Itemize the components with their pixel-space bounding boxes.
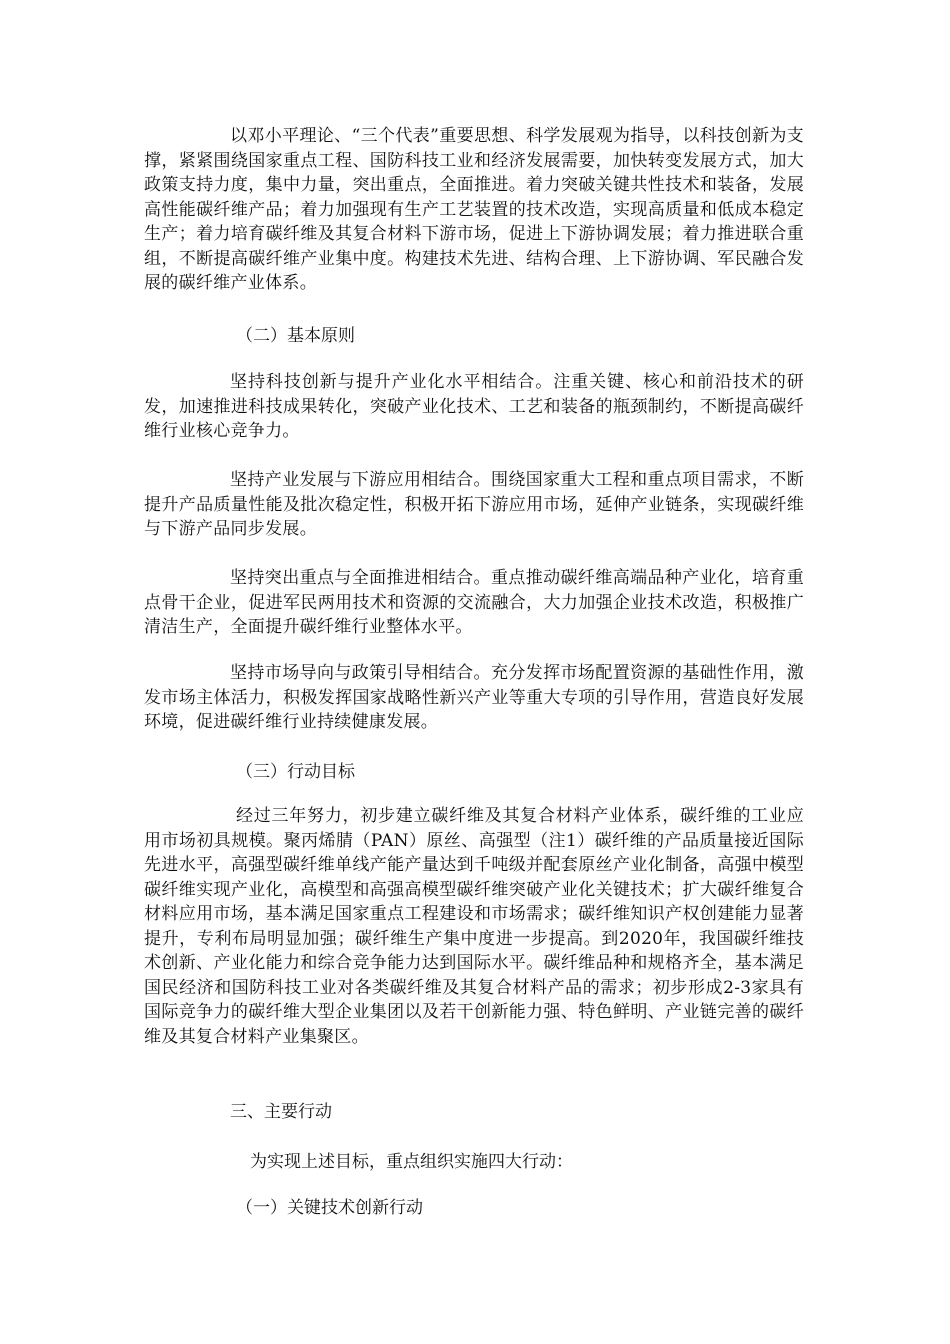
action-goals-paragraph: 经过三年努力，初步建立碳纤维及其复合材料产业体系，碳纤维的工业应用市场初具规模。聚丙烯腈（PAN）原丝、高强型（注1）碳纤维的产品质量接近国际先进水平，高强型碳纤维单线产能产量达到千吨级并配套原丝产业化制备，高强中模型碳纤维实现产业化，高模型和高强高模型碳纤维突破产业化关键技术；扩大碳纤维复合材料应用市场，基本满足国家重点工程建设和市场需求；碳纤维知识产权创建能力显著提升，专利布局明显加强；碳纤维生产集中度进一步提高。到2020年，我国碳纤维技术创新、产业化能力和综合竞争能力达到国际水平。碳纤维品种和规格齐全，基本满足国民经济和国防科技工业对各类碳纤维及其复合材料产品的需求；初步形成2-3家具有国际竞争力的碳纤维大型企业集团以及若干创新能力强、特色鲜明、产业链完善的碳纤维及其复合材料产业集聚区。 [144,806,804,1047]
main-actions-intro: 为实现上述目标，重点组织实施四大行动： [250,1152,573,1172]
principle-paragraph-key-points: 坚持突出重点与全面推进相结合。重点推动碳纤维高端品种产业化，培育重点骨干企业，促进军民两用技术和资源的交流融合，大力加强企业技术改造，积极推广清洁生产，全面提升碳纤维行业整体水平。 [144,568,804,637]
principle-paragraph-market-policy: 坚持市场导向与政策引导相结合。充分发挥市场配置资源的基础性作用，激发市场主体活力，积极发挥国家战略性新兴产业等重大专项的引导作用，营造良好发展环境，促进碳纤维行业持续健康发展。 [144,663,804,732]
principle-paragraph-downstream: 坚持产业发展与下游应用相结合。围绕国家重大工程和重点项目需求，不断提升产品质量性能及批次稳定性，积极开拓下游应用市场，延伸产业链条，实现碳纤维与下游产品同步发展。 [144,470,804,539]
section-heading-basic-principles: （二）基本原则 [236,326,355,346]
guiding-ideology-paragraph: 以邓小平理论、“三个代表”重要思想、科学发展观为指导，以科技创新为支撑，紧紧围绕国家重点工程、国防科技工业和经济发展需要，加快转变发展方式，加大政策支持力度，集中力量，突出重点，全面推进。着力突破关键共性技术和装备，发展高性能碳纤维产品；着力加强现有生产工艺装置的技术改造，实现高质量和低成本稳定生产；着力培育碳纤维及其复合材料下游市场，促进上下游协调发展；着力推进联合重组，不断提高碳纤维产业集中度。构建技术先进、结构合理、上下游协调、军民融合发展的碳纤维产业体系。 [144,126,804,293]
section-heading-main-actions: 三、主要行动 [230,1102,332,1122]
section-heading-key-tech-innovation: （一）关键技术创新行动 [236,1198,423,1218]
section-heading-action-goals: （三）行动目标 [236,762,355,782]
principle-paragraph-tech-innovation: 坚持科技创新与提升产业化水平相结合。注重关键、核心和前沿技术的研发，加速推进科技成果转化，突破产业化技术、工艺和装备的瓶颈制约，不断提高碳纤维行业核心竞争力。 [144,372,804,441]
